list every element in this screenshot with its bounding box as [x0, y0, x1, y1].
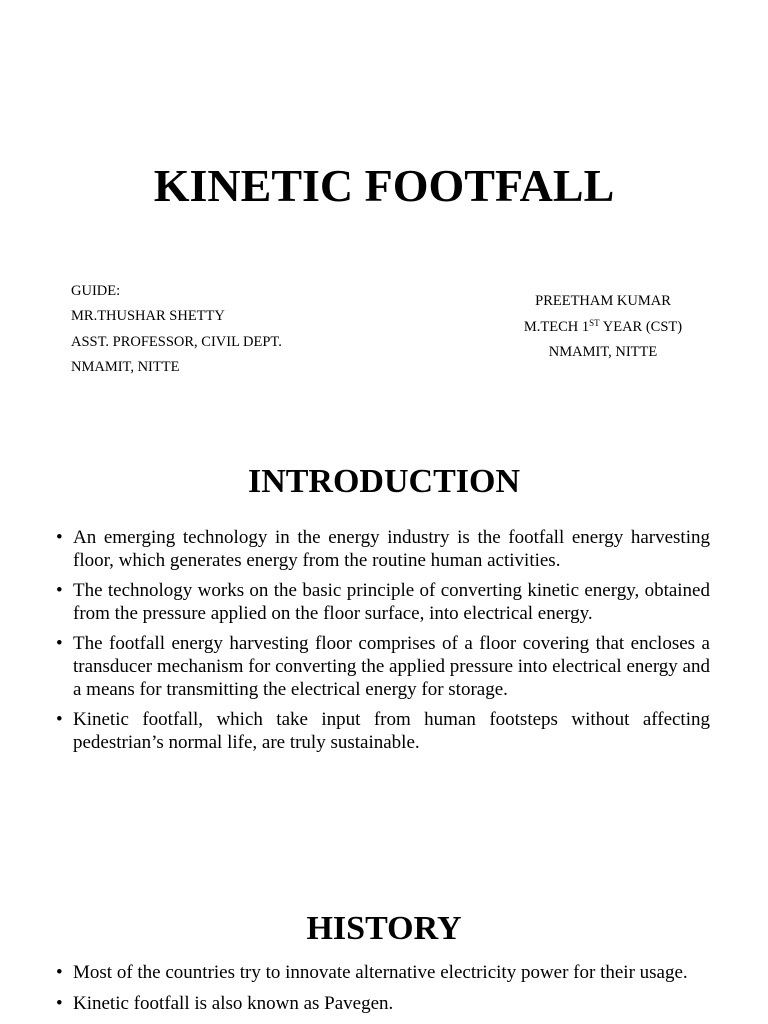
list-item-text: An emerging technology in the energy industry is the footfall energy harvesting floor, which generates energy from the routine human activities. [73, 527, 710, 571]
guide-label: GUIDE: [71, 283, 121, 299]
page-title: KINETIC FOOTFALL [153, 160, 615, 211]
list-item-text: The technology works on the basic principle of converting kinetic energy, obtained from the pressure applied on the floor surface, into electrical energy. [73, 580, 710, 624]
list-item [56, 962, 710, 985]
author-info [488, 289, 718, 366]
list-item [56, 580, 710, 625]
bullet-icon: • [56, 992, 63, 1014]
list-item-text: The footfall energy harvesting floor comprises of a floor covering that encloses a transducer mechanism for converting the applied pressure into electrical energy and a means for transmitting the electrical energy for storage. [73, 633, 710, 700]
history-heading: HISTORY [306, 910, 462, 947]
author-course [488, 315, 718, 341]
bullet-icon: • [56, 962, 63, 983]
history-list [56, 962, 710, 1023]
author-course-suffix: YEAR (CST) [599, 318, 683, 335]
bullet-icon: • [56, 633, 63, 655]
list-item-text: Kinetic footfall, which take input from human footsteps without affecting pedestrian’s normal life, are truly sustainable. [73, 709, 710, 753]
author-course-superscript: ST [589, 317, 600, 328]
guide-info [71, 279, 282, 380]
introduction-heading: INTRODUCTION [247, 463, 521, 500]
guide-designation: ASST. PROFESSOR, CIVIL DEPT. [71, 333, 282, 350]
guide-institute: NMAMIT, NITTE [71, 358, 180, 375]
list-item-text: Most of the countries try to innovate alternative electricity power for their usage. [73, 962, 688, 983]
list-item [56, 527, 710, 572]
list-item [56, 993, 710, 1016]
bullet-icon: • [56, 709, 63, 731]
author-institute: NMAMIT, NITTE [548, 344, 658, 360]
bullet-icon: • [56, 527, 63, 548]
list-item [56, 709, 710, 754]
author-course-prefix: M.TECH 1 [523, 318, 590, 335]
guide-name: MR.THUSHAR SHETTY [71, 308, 225, 325]
list-item [56, 633, 710, 701]
introduction-list [56, 527, 710, 762]
bullet-icon: • [56, 580, 63, 602]
list-item-text: Kinetic footfall is also known as Pavegen. [73, 992, 394, 1014]
author-name: PREETHAM KUMAR [535, 293, 671, 309]
